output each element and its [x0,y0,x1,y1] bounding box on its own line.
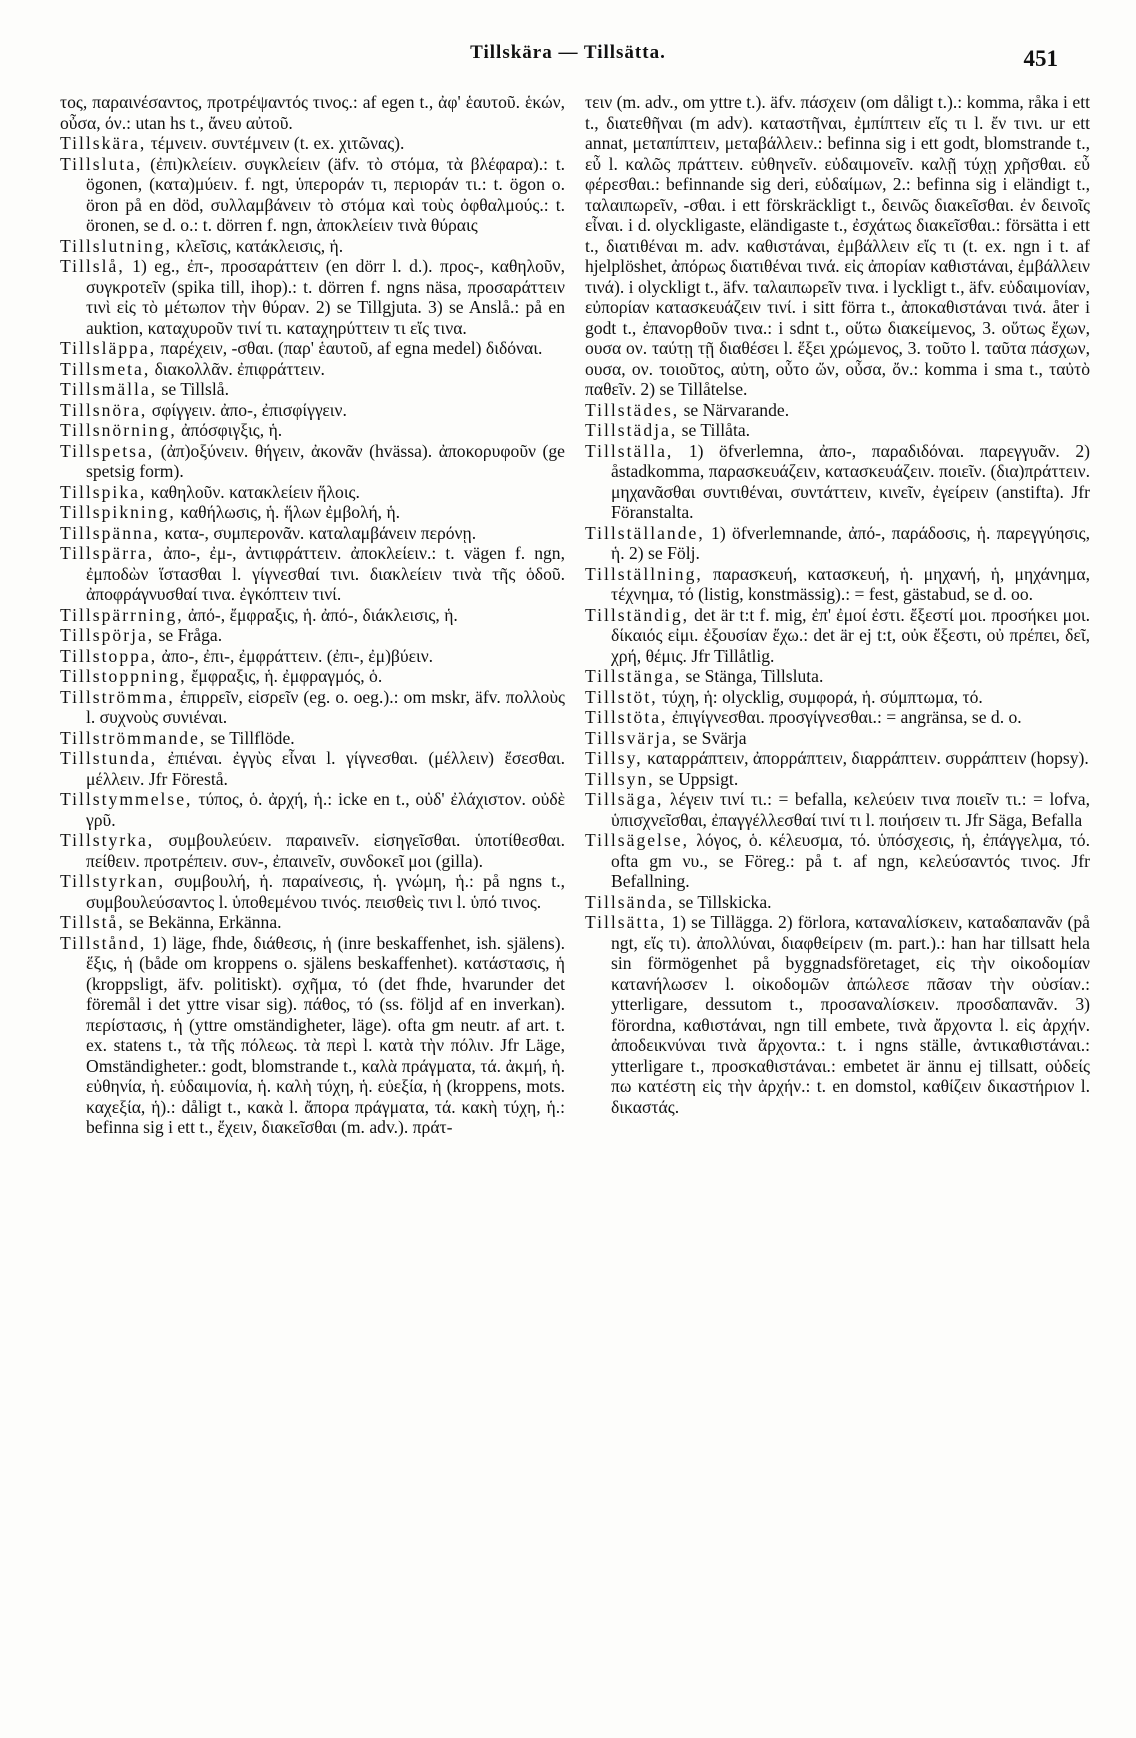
dictionary-entry [60,728,565,749]
entry-text: se Fråga. [154,625,223,645]
dictionary-entry [60,133,565,154]
dictionary-entry [585,687,1090,708]
right-column [585,92,1090,1117]
entry-headword: Tillströmma, [60,686,175,707]
entry-headword: Tillspetsa, [60,440,155,461]
entry-text: ἐπιγίγνεσθαι. προσγίγνεσθαι.: = angränsa, se d. o. [667,707,1022,727]
entry-headword: Tillstädes, [585,399,680,420]
entry-headword: Tillsy, [585,748,643,768]
entry-text: 1) eg., ἐπ-, προσαράττειν (en dörr l. d.). προς-, καθηλοῦν, συγκροτεῖν (spika till, ihop).: t. dörren f. ngns näsa, προσαράττειν τινὶ εἰς τὸ μέτωπον τὴν θύραν. 2) se Tillgjuta. 3) se Anslå.: på en auktion, καταχυροῦν τινί τι. καταχηρύττειν τι εἴς τινα. [86,256,565,338]
entry-text: τύχη, ἡ: olycklig, συμφορά, ἡ. σύμπτωμα, τό. [657,686,983,707]
entry-text: λόγος, ὁ. κέλευσμα, τό. ὑπόσχεσις, ἡ, ἐπάγγελμα, τό. ofta gm νυ., se Föreg.: på t. af ngn, κελεύσαντός τινος. Jfr Befallning. [611,830,1090,891]
entry-text: se Närvarande. [679,399,790,420]
entry-headword: Tillsätta, [585,912,667,932]
entry-headword: Tillstoppning, [60,666,187,686]
dictionary-entry [585,400,1090,421]
entry-text: συμβουλεύειν. παραινεῖν. εἰσηγεῖσθαι. ὑποτίθεσθαι. πείθειν. προτρέπειν. συν-, ἐπαινεῖν, συνδοκεῖ μοι (gilla). [86,830,565,871]
entry-headword: Tillstöt, [585,686,658,707]
entry-text: ἔμφραξις, ἡ. ἐμφραγμός, ὁ. [186,666,383,686]
entry-text: ἀπό-, ἔμφραξις, ἡ. ἀπό-, διάκλεισις, ἡ. [183,604,458,625]
dictionary-entry [585,707,1090,728]
entry-text: διακολλᾶν. ἐπιφράττειν. [150,358,325,379]
entry-text: se Tillåta. [677,420,751,440]
entry-headword: Tillspärrning, [60,604,184,625]
dictionary-entry [585,892,1090,913]
dictionary-entry [585,420,1090,441]
dictionary-entry [60,441,565,482]
entry-headword: Tillsända, [585,891,675,912]
entry-text: τειν (m. adv., om yttre t.). äfv. πάσχειν (om dåligt t.).: komma, råka i ett t., διατεθῆναι (m adv). καταστῆναι, ἐμπίπτειν εἴς τι l. ἔν τινι. ur ett annat, μεταπίπτειν, μεταβάλλειν.: befinna sig i ett godt, blomstrande t., εὖ l. καλῶς πράττειν. εὐθηνεῖν. εὐδαιμονεῖν. καλῇ τύχῃ χρῆσθαι. εὖ φέρεσθαι.: befinnande sig deri, εὐδαίμων, 2.: befinna sig i eländigt t., ταλαιπωρεῖν, -σθαι. i ett förskräckligt t., δεινῶς διακεῖσθαι. ἐν δεινοῖς εἶναι. i d. olyckligaste, eländigaste t., ἐσχάτως διακεῖσθαι.: försätta i ett t., διατιθέναι m. adv. καθιστάναι, ἐμβάλλειν εἴς τι (t. ex. ngn i t. af hjelplöshet, ἀπόρως διατιθέναι τινά. εἰς ἀπορίαν καθιστάναι, ἐμβάλλειν τινά). i olyckligt t., äfv. ταλαιπωρεῖν τινα. i lyckligt t., äfv. εὐδαιμονίαν, εὐπορίαν κατασκευάζειν τινί. i sitt förra t., ἀποκαθιστάναι τινά. åter i godt t., ἐπανορθοῦν τινα.: i sdnt t., οὕτω διακείμενος, 3. οὕτως ἔχων, ουσα ον. ταύτῃ τῇ διαθέσει l. ἕξει χρώμενος, 3. τοῦτο l. ταῦτα πάσχων, ουσα, ον. τοιοῦτος, αὐτη, οὗτο ὤν, οὖσα, ὄν.: komma i sma t., ταὐτὸ παθεῖν. 2) se Tillåtelse. [585,92,1090,399]
entry-text: 1) öfverlemnande, ἀπό-, παράδοσις, ἡ. παρεγγύησις, ἡ. 2) se Följ. [611,522,1090,563]
dictionary-entry [585,564,1090,605]
dictionary-entry [585,769,1090,790]
dictionary-entry [60,482,565,503]
dictionary-entry [60,154,565,236]
entry-text: παρασκευή, κατασκευή, ἡ. μηχανή, ἡ, μηχάνημα, τέχνημα, τό (listig, konstmässig).: = fest, gästabud, se d. oo. [611,563,1090,604]
entry-headword: Tillstånd, [60,932,147,953]
entry-headword: Tillspörja, [60,625,155,645]
entry-text: καθήλωσις, ἡ. ἥλων ἐμβολή, ἡ. [175,502,401,522]
entry-headword: Tillsluta, [60,153,143,174]
entry-headword: Tillslå, [60,256,125,276]
dictionary-entry [60,338,565,359]
dictionary-entry [585,441,1090,523]
entry-headword: Tillsyn, [585,768,655,789]
entry-headword: Tillströmmande, [60,727,207,748]
entry-text: ἀπο-, ἐπι-, ἐμφράττειν. (ἐπι-, ἐμ)βύειν. [157,645,434,666]
dictionary-entry [585,523,1090,564]
entry-headword: Tillspänna, [60,522,161,543]
entry-headword: Tillspika, [60,481,147,502]
entry-text: ἐπιρρεῖν, εἰσρεῖν (eg. o. oeg.).: om mskr, äfv. πολλοὺς l. συχνοὺς συνιέναι. [86,686,565,727]
entry-headword: Tillsnörning, [60,420,177,440]
dictionary-entry [60,420,565,441]
entry-text: se Tillskicka. [674,891,772,912]
entry-headword: Tillslutning, [60,235,172,256]
entry-text: σφίγγειν. ἀπο-, ἐπισφίγγειν. [147,399,347,420]
entry-text: det är t:t f. mig, ἐπ' ἐμοί ἐστι. ἔξεστί μοι. προσήκει μοι. δίκαιός εἰμι. ἐξουσίαν ἔχω.: det är ej t:t, οὐκ ἔξεστι, οὐ πρέπει, δεῖ, χρή, θέμις. Jfr Tillåtlig. [611,604,1090,666]
entry-headword: Tillstyrka, [60,830,155,850]
dictionary-entry [60,748,565,789]
dictionary-entry [60,789,565,830]
dictionary-entry [585,92,1090,400]
entry-text: καθηλοῦν. κατακλείειν ἥλοις. [146,481,360,502]
entry-headword: Tillstyrkan, [60,871,165,891]
dictionary-entry [585,912,1090,1117]
dictionary-entry [60,236,565,257]
entry-headword: Tillskära, [60,133,147,153]
entry-headword: Tillsmeta, [60,358,151,379]
dictionary-entry [60,359,565,380]
entry-text: τος, παραινέσαντος, προτρέψαντός τινος.: af egen t., ἀφ' ἑαυτοῦ. ἑκών, οὖσα, όν.: utan hs t., ἄνευ αὐτοῦ. [60,92,565,133]
entry-text: τέμνειν. συντέμνειν (t. ex. χιτῶνας). [146,133,405,153]
entry-headword: Tillstöta, [585,707,668,727]
entry-text: κλεῖσις, κατάκλεισις, ἡ. [171,235,344,256]
entry-text: (ἐπι)κλείειν. συγκλείειν (äfv. τὸ στόμα, τὰ βλέφαρα).: t. ögonen, (κατα)μύειν. f. ngt, ὑπεροράν τι, περιοράν τι.: t. ögon o. öron på en död, συλλαμβάνειν τὸ στόμα καὶ τοὺς ὀφθαλμούς.: t. öronen, se d. o.: t. dörren f. ngn, ἀποκλείειν τινὰ θύραις [86,153,565,235]
entry-headword: Tillspikning, [60,502,176,522]
entry-headword: Tillsmälla, [60,379,158,399]
dictionary-entry [60,933,565,1138]
dictionary-entry [60,646,565,667]
entry-headword: Tillsnöra, [60,399,148,420]
entry-text: se Bekänna, Erkänna. [124,912,282,932]
dictionary-entry [585,666,1090,687]
dictionary-entry [60,523,565,544]
dictionary-entry [60,379,565,400]
entry-text: 1) öfverlemna, ἀπο-, παραδιδόναι. παρεγγυᾶν. 2) åstadkomma, παρασκευάζειν, κατασκευάζειν. ποιεῖν. (δια)πράττειν. μηχανᾶσθαι συντιθέναι, συντάττειν, κινεῖν, ἐγείρειν (anstifta). Jfr Föranstalta. [611,440,1090,522]
dictionary-entry [585,830,1090,892]
dictionary-entry [60,605,565,626]
entry-headword: Tillsvärja, [585,727,679,748]
entry-text: se Tillslå. [157,379,229,399]
entry-headword: Tillställa, [585,440,674,461]
entry-headword: Tillstädja, [585,420,678,440]
entry-headword: Tillspärra, [60,543,155,563]
entry-text: ἀπόσφιγξις, ἡ. [176,420,283,440]
entry-text: (ἀπ)οξύνειν. θήγειν, ἀκονᾶν (hvässa). ἀποκορυφοῦν (ge spetsig form). [86,440,565,481]
entry-text: καταρράπτειν, ἀπορράπτειν, διαρράπτειν. συρράπτειν (hopsy). [642,748,1089,768]
entry-text: ἀπο-, ἐμ-, ἀντιφράττειν. ἀποκλείειν.: t. vägen f. ngn, ἐμποδὼν ἵστασθαι l. γίγνεσθαί τινι. διακλείειν τινὰ τῆς ὁδοῦ. ἀποφράγνυσθαί τινα. ἐγκόπτειν τινί. [86,543,565,604]
entry-text: 1) se Tillägga. 2) förlora, καταναλίσκειν, καταδαπανᾶν (på ngt, εἴς τι). ἀπολλύναι, διαφθείρειν (m. part.).: han har tillsatt hela sin förmögenhet på byggnadsföretaget, εἰς τὴν οἰκοδομίαν κατανήλωσεν l. οἰκοδομῶν ἀπώλεσε πᾶσαν τὴν οὐσίαν.: ytterligare, dessutom t., προσαναλίσκειν. προσδαπανᾶν. 3) förordna, καθιστάναι, ngn till embete, τινὰ ἄρχοντα l. εἰς ἀρχήν. ἀποδεικνύναι τινὰ ἄρχοντα.: t. i ngns ställe, ἀντικαθιστάναι.: ytterligare t., προσκαθιστάναι.: embetet är ännu ej tillsatt, οὐδείς πω κατέστη εἰς τὴν ἀρχήν.: t. en domstol, καθίζειν δικαστήριον l. δικαστάς. [611,912,1090,1117]
dictionary-entry [60,830,565,871]
entry-text: τύπος, ὁ. ἀρχή, ἡ.: icke en t., οὐδ' ἐλάχιστον. οὐδὲ γρῦ. [86,789,565,830]
dictionary-entry [60,92,565,133]
dictionary-entry [60,400,565,421]
dictionary-entry [60,871,565,912]
entry-headword: Tillstänga, [585,666,682,686]
left-column [60,92,565,1138]
entry-text: se Uppsigt. [654,768,739,789]
dictionary-entry [585,605,1090,667]
entry-headword: Tillstymmelse, [60,789,193,809]
entry-text: 1) läge, fhde, διάθεσις, ἡ (inre beskaffenhet, ish. själens). ἕξις, ἡ (både om kroppens o. själens beskaffenhet). κατάστασις, ἡ (kroppsligt, äfv. politiskt). σχῆμα, τό (det fhde, hvarunder det föremål i det yttre visar sig). πάθος, τό (ss. följd af en inverkan). περίστασις, ἡ (yttre omständigheter, läge). ofta gm neutr. af art. t. ex. statens t., τὰ τῆς πόλεως. τὰ περὶ l. κατὰ τὴν πόλιν. Jfr Läge, Omständigheter.: godt, blomstrande t., καλὰ πράγματα, τά. ἀκμή, ἡ. εὐθηνία, ἡ. εὐδαιμονία, ἡ. καλὴ τύχη, ἡ. εὐεξία, ἡ (kroppens, mots. καχεξία, ἡ).: dåligt t., κακὰ l. ἄπορα πράγματα, τά. κακὴ τύχη, ἡ.: befinna sig i ett t., ἔχειν, διακεῖσθαι (m. adv.). πράτ- [86,932,565,1137]
dictionary-entry [585,748,1090,769]
entry-headword: Tillstå, [60,912,125,932]
entry-headword: Tillsläppa, [60,338,157,358]
dictionary-entry [60,912,565,933]
dictionary-entry [60,502,565,523]
dictionary-entry [60,625,565,646]
running-head: Tillskära — Tillsätta. [470,42,666,63]
dictionary-entry [60,666,565,687]
dictionary-entry [585,789,1090,830]
entry-headword: Tillständig, [585,604,690,625]
entry-headword: Tillstunda, [60,748,158,768]
entry-headword: Tillställning, [585,563,703,584]
dictionary-entry [585,728,1090,749]
dictionary-entry [60,256,565,338]
entry-text: συμβουλή, ἡ. παραίνεσις, ἡ. γνώμη, ἡ.: på ngns t., συμβουλεύσαντος l. ὑποθεμένου τινός. πεισθεὶς τινι l. ὑπό τινος. [86,871,565,912]
dictionary-entry [60,687,565,728]
entry-text: ἐπιέναι. ἐγγὺς εἶναι l. γίγνεσθαι. (μέλλειν) ἔσεσθαι. μέλλειν. Jfr Förestå. [86,748,565,789]
page-number: 451 [1023,46,1058,71]
entry-headword: Tillsäga, [585,789,664,809]
entry-text: se Tillflöde. [206,727,295,748]
entry-text: se Svärja [678,727,747,748]
entry-headword: Tillstoppa, [60,645,158,666]
entry-text: παρέχειν, -σθαι. (παρ' ἑαυτοῦ, af egna medel) διδόναι. [156,338,543,358]
entry-text: κατα-, συμπερονᾶν. καταλαμβάνειν περόνῃ. [160,522,477,543]
entry-text: se Stänga, Tillsluta. [681,666,824,686]
entry-headword: Tillställande, [585,522,705,543]
entry-text: λέγειν τινί τι.: = befalla, κελεύειν τινα ποιεῖν τι.: = lofva, ὑπισχνεῖσθαι, ἐπαγγέλλεσθαί τινί τι l. ποιήσειν τι. Jfr Säga, Befalla [611,789,1090,830]
dictionary-entry [60,543,565,605]
entry-headword: Tillsägelse, [585,830,689,850]
